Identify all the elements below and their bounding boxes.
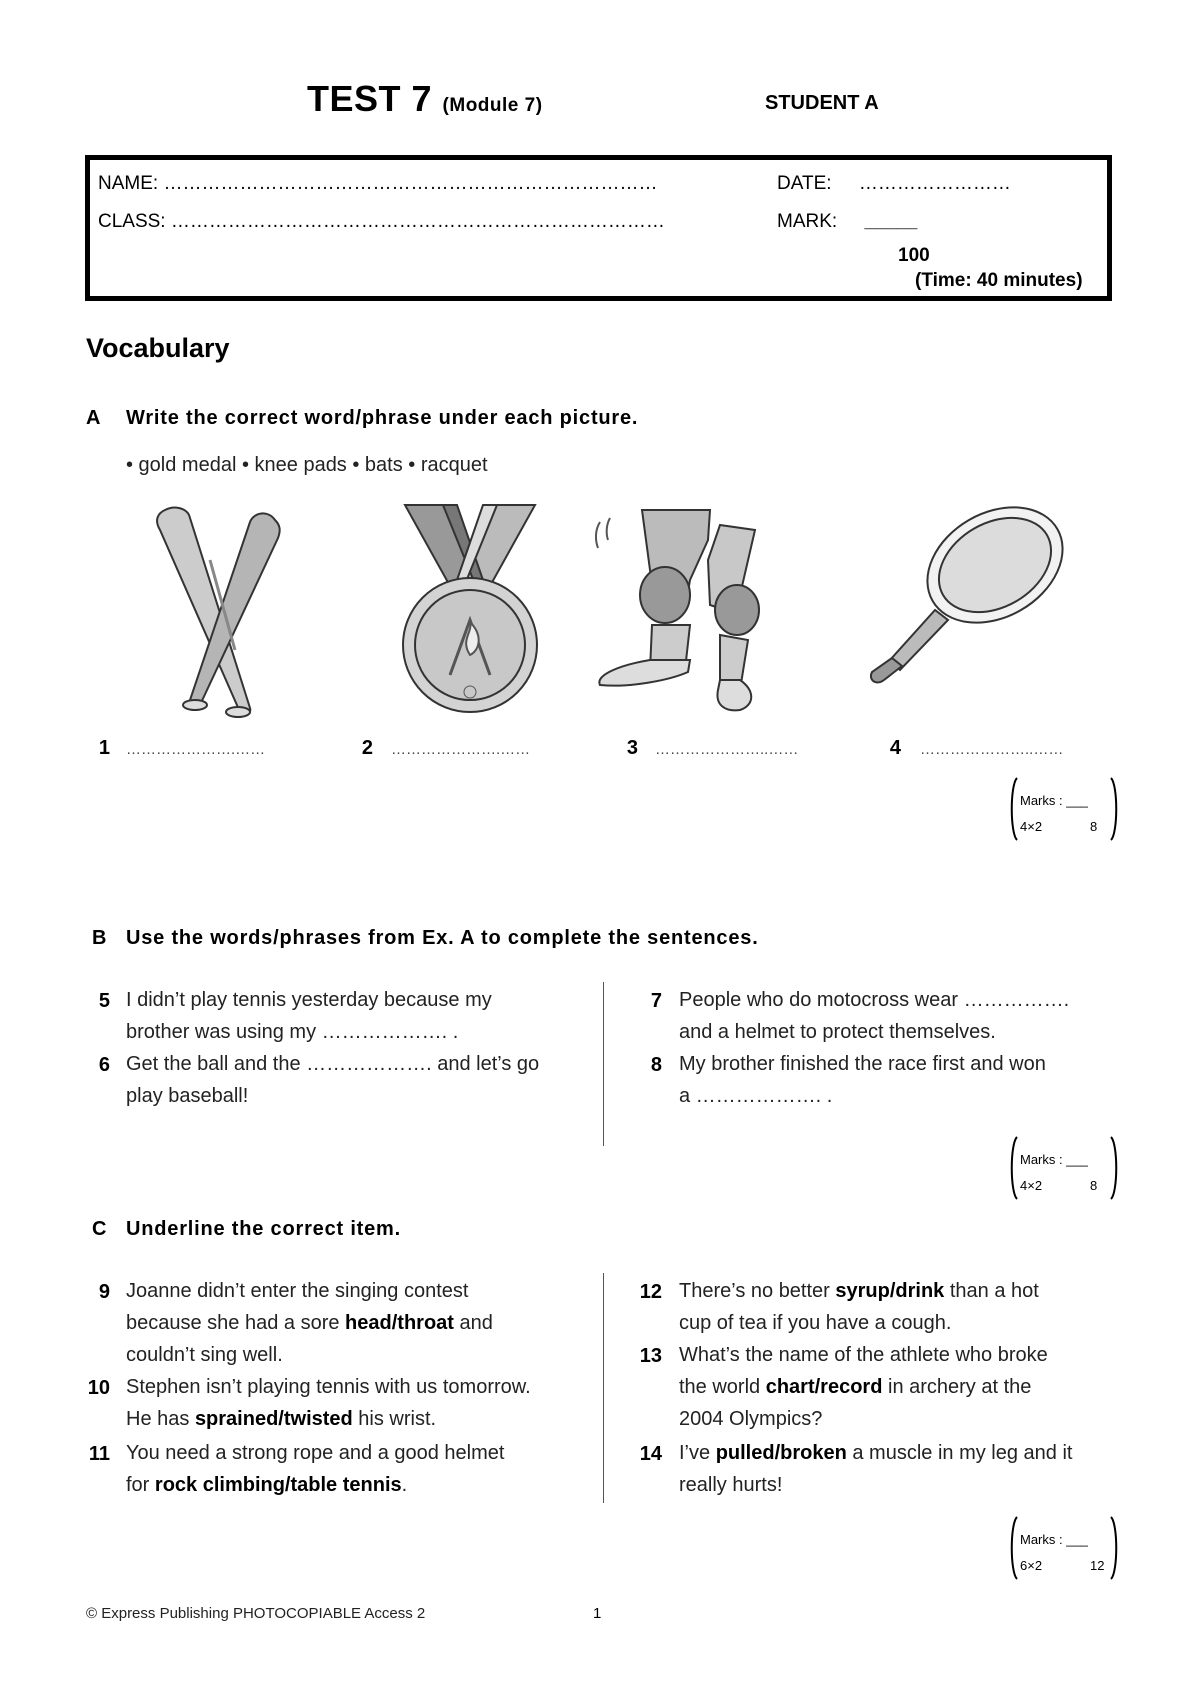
marks-label: Marks : ___ — [1020, 1152, 1088, 1167]
item-12-sentence: There’s no better syrup/drink than a hot cup of tea if you have a cough. — [679, 1280, 1039, 1334]
item-9-options[interactable]: head/throat — [345, 1312, 454, 1334]
mark-label: MARK: — [777, 211, 838, 232]
item-11-number: 11 — [88, 1443, 110, 1465]
marks-multiplier: 4×2 — [1020, 1178, 1043, 1193]
test-title — [307, 78, 543, 120]
time-limit: (Time: 40 minutes) — [915, 270, 1083, 291]
module-label: (Module 7) — [442, 95, 543, 116]
item-10-options[interactable]: sprained/twisted — [194, 1408, 353, 1430]
right-bracket-icon — [1110, 1136, 1120, 1200]
section-a-letter: A — [86, 407, 101, 429]
left-bracket-icon — [1008, 1136, 1018, 1200]
item-13-sentence: What’s the name of the athlete who broke the world chart/record in archery at the 2004 Olympics? — [679, 1344, 1048, 1430]
item-7-sentence: People who do motocross wear ……………. and a helmet to protect themselves. — [679, 989, 1070, 1043]
page-number: 1 — [593, 1605, 602, 1622]
item-7-number: 7 — [650, 990, 662, 1012]
item-13-number: 13 — [639, 1345, 662, 1367]
section-b-letter: B — [92, 927, 107, 949]
marks-label: Marks : ___ — [1020, 793, 1088, 808]
item-3-answer[interactable]: …………………..…… — [655, 741, 799, 758]
marks-box-a — [1008, 777, 1120, 841]
name-row — [98, 173, 657, 195]
item-12-options[interactable]: syrup/drink — [835, 1280, 945, 1302]
item-14-number: 14 — [639, 1443, 662, 1465]
item-9-sentence: Joanne didn’t enter the singing contest because she had a sore head/throat and couldn’t sing well. — [126, 1280, 493, 1366]
item-6-sentence: Get the ball and the ………………. and let’s go play baseball! — [126, 1053, 540, 1107]
marks-total: 12 — [1090, 1558, 1105, 1573]
marks-box-c — [1008, 1516, 1120, 1580]
item-4-answer[interactable]: …………………..…… — [920, 741, 1064, 758]
gold-medal-image — [395, 500, 545, 715]
column-divider — [603, 1273, 604, 1503]
date-label: DATE: — [777, 173, 832, 194]
item-2-answer[interactable]: ………………….…… — [391, 741, 531, 758]
knee-pads-image — [590, 500, 765, 715]
item-10-sentence: Stephen isn’t playing tennis with us tomorrow. He has sprained/twisted his wrist. — [126, 1376, 531, 1430]
item-10-number: 10 — [87, 1377, 110, 1399]
section-heading-vocabulary: Vocabulary — [86, 333, 230, 363]
student-label: STUDENT A — [765, 92, 879, 114]
racquet-image — [860, 500, 1075, 685]
word-bank: • gold medal • knee pads • bats • racquet — [126, 454, 488, 476]
left-bracket-icon — [1008, 777, 1018, 841]
marks-box-b — [1008, 1136, 1120, 1200]
marks-multiplier: 4×2 — [1020, 819, 1043, 834]
name-field[interactable]: …………………………………………………………………… — [163, 173, 658, 194]
item-13-options[interactable]: chart/record — [765, 1376, 883, 1398]
item-4-number: 4 — [889, 737, 901, 759]
item-8-sentence: My brother finished the race first and won a ………………. . — [679, 1053, 1046, 1107]
marks-label: Marks : ___ — [1020, 1532, 1088, 1547]
bats-image — [140, 500, 300, 720]
mark-total: 100 — [898, 245, 930, 266]
item-9-number: 9 — [98, 1281, 110, 1303]
name-label: NAME: — [98, 173, 159, 194]
item-14-options[interactable]: pulled/broken — [715, 1442, 847, 1464]
mark-field[interactable]: _____ — [864, 211, 918, 232]
marks-total: 8 — [1090, 1178, 1098, 1193]
section-c-letter: C — [92, 1218, 107, 1240]
item-2-number: 2 — [361, 737, 373, 759]
right-bracket-icon — [1110, 1516, 1120, 1580]
date-field[interactable]: …………………… — [858, 173, 1011, 194]
item-1-answer[interactable]: ………………….…… — [126, 741, 266, 758]
item-5-number: 5 — [98, 990, 110, 1012]
section-b-instruction: Use the words/phrases from Ex. A to complete the sentences. — [126, 927, 759, 949]
item-11-options[interactable]: rock climbing/table tennis — [154, 1474, 402, 1496]
item-12-number: 12 — [639, 1281, 662, 1303]
section-a-instruction: Write the correct word/phrase under each picture. — [126, 407, 639, 429]
left-bracket-icon — [1008, 1516, 1018, 1580]
item-1-number: 1 — [98, 737, 110, 759]
footer-copyright: © Express Publishing PHOTOCOPIABLE Access 2 — [86, 1605, 426, 1622]
marks-multiplier: 6×2 — [1020, 1558, 1043, 1573]
item-14-sentence: I’ve pulled/broken a muscle in my leg and it really hurts! — [679, 1442, 1073, 1496]
class-field[interactable]: …………………………………………………………………… — [170, 211, 665, 232]
item-5-sentence: I didn’t play tennis yesterday because my brother was using my ………………. . — [126, 989, 492, 1043]
item-11-sentence: You need a strong rope and a good helmet for rock climbing/table tennis. — [126, 1442, 505, 1496]
right-bracket-icon — [1110, 777, 1120, 841]
item-3-number: 3 — [626, 737, 638, 759]
test-number: TEST 7 — [307, 78, 433, 119]
mark-row — [777, 211, 917, 233]
section-c-instruction: Underline the correct item. — [126, 1218, 401, 1240]
class-label: CLASS: — [98, 211, 166, 232]
date-row — [777, 173, 1011, 195]
column-divider — [603, 982, 604, 1146]
item-8-number: 8 — [650, 1054, 662, 1076]
item-6-number: 6 — [98, 1054, 110, 1076]
class-row — [98, 211, 665, 233]
marks-total: 8 — [1090, 819, 1098, 834]
